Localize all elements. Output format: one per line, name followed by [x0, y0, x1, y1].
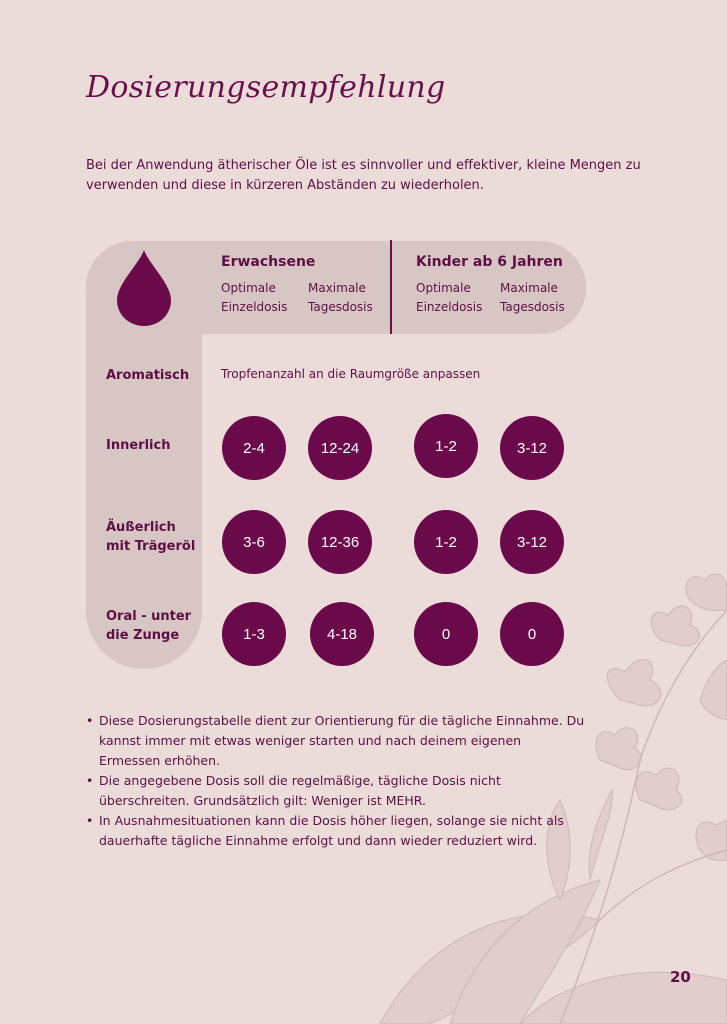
intro-text: Bei der Anwendung ätherischer Öle ist es sinnvoller und effektiver, kleine Mengen zu verwenden und diese in kürzeren Abständen zu wiederholen. [86, 158, 641, 193]
group-title-adults: Erwachsene [221, 254, 316, 270]
dose-internal-adults-maximal: 12-24 [308, 416, 372, 480]
row-label-aromatic: Aromatisch [106, 368, 190, 383]
note-item: • Diese Dosierungstabelle dient zur Orientierung für die tägliche Einnahme. Du kannst immer mit etwas weniger starten und nach deinem eigenen Ermessen erhöhen. [86, 711, 586, 771]
dose-internal-children-maximal: 3-12 [500, 416, 564, 480]
page-number: 20 [670, 968, 691, 986]
dose-oral-children-optimal: 0 [414, 602, 478, 666]
dose-internal-adults-optimal: 2-4 [222, 416, 286, 480]
dose-external-adults-optimal: 3-6 [222, 510, 286, 574]
note-item: • In Ausnahmesituationen kann die Dosis höher liegen, solange sie nicht als dauerhafte tägliche Einnahme erfolgt und dann wieder reduziert wird. [86, 811, 586, 851]
notes-list [86, 711, 586, 851]
adults-optimal-label: Optimale Einzeldosis [221, 281, 288, 314]
row-label-external: Äußerlich mit Trägeröl [106, 520, 196, 554]
drop-icon [117, 250, 171, 326]
aromatic-note: Tropfenanzahl an die Raumgröße anpassen [221, 367, 481, 381]
group-title-children: Kinder ab 6 Jahren [416, 254, 563, 270]
row-label-oral: Oral - unter die Zunge [106, 609, 192, 643]
dose-internal-children-optimal: 1-2 [414, 414, 478, 478]
page-title: Dosierungsempfehlung [86, 70, 446, 105]
dose-external-children-optimal: 1-2 [414, 510, 478, 574]
dose-oral-adults-maximal: 4-18 [310, 602, 374, 666]
row-label-internal: Innerlich [106, 438, 171, 453]
note-item: • Die angegebene Dosis soll die regelmäßige, tägliche Dosis nicht überschreiten. Grundsätzlich gilt: Weniger ist MEHR. [86, 771, 586, 811]
dose-external-adults-maximal: 12-36 [308, 510, 372, 574]
children-optimal-label: Optimale Einzeldosis [416, 281, 483, 314]
dose-oral-adults-optimal: 1-3 [222, 602, 286, 666]
children-maximal-label: Maximale Tagesdosis [500, 281, 565, 314]
dose-oral-children-maximal: 0 [500, 602, 564, 666]
adults-maximal-label: Maximale Tagesdosis [308, 281, 373, 314]
group-divider [390, 240, 392, 334]
dose-external-children-maximal: 3-12 [500, 510, 564, 574]
